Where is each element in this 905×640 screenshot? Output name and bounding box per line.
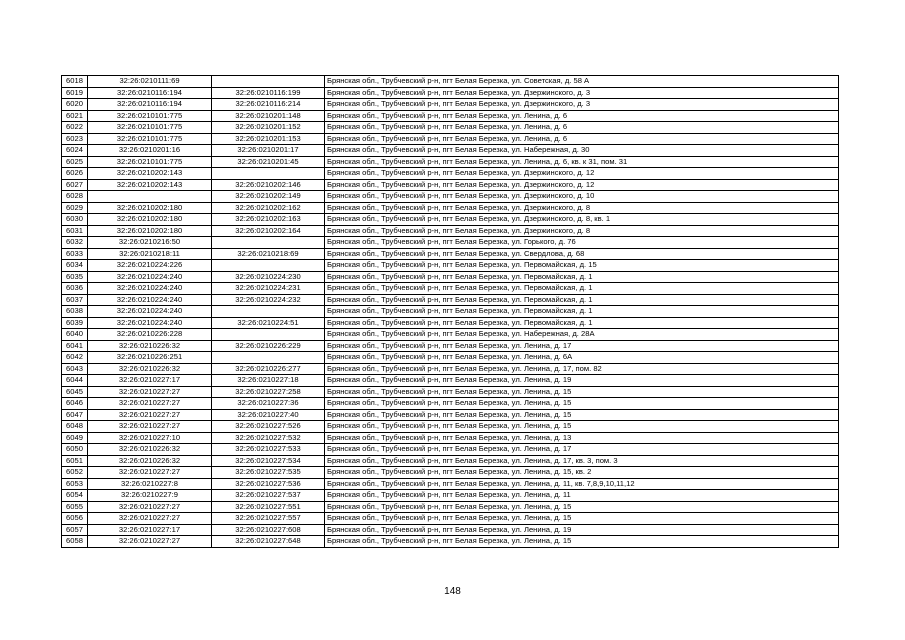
cadastral-number-cell: 32:26:0210224:240 (88, 306, 212, 318)
cadastral-number-cell: 32:26:0210101:775 (88, 133, 212, 145)
table-row (62, 248, 839, 260)
row-number-cell: 6048 (62, 421, 88, 433)
address-cell: Брянская обл., Трубчевский р-н, пгт Белая Березка, ул. Дзержинского, д. 3 (325, 87, 839, 99)
address-cell: Брянская обл., Трубчевский р-н, пгт Белая Березка, ул. Ленина, д. 19 (325, 524, 839, 536)
object-cadastral-number-cell: 32:26:0210201:152 (212, 122, 325, 134)
row-number-cell: 6052 (62, 467, 88, 479)
cadastral-number-cell: 32:26:0210224:240 (88, 294, 212, 306)
object-cadastral-number-cell: 32:26:0210201:45 (212, 156, 325, 168)
object-cadastral-number-cell: 32:26:0210227:40 (212, 409, 325, 421)
row-number-cell: 6037 (62, 294, 88, 306)
row-number-cell: 6034 (62, 260, 88, 272)
object-cadastral-number-cell (212, 260, 325, 272)
address-cell: Брянская обл., Трубчевский р-н, пгт Белая Березка, ул. Ленина, д. 15 (325, 421, 839, 433)
row-number-cell: 6046 (62, 398, 88, 410)
page-number: 148 (444, 586, 461, 597)
object-cadastral-number-cell (212, 306, 325, 318)
object-cadastral-number-cell (212, 329, 325, 341)
cadastral-number-cell: 32:26:0210216:50 (88, 237, 212, 249)
row-number-cell: 6031 (62, 225, 88, 237)
table-row (62, 501, 839, 513)
address-cell: Брянская обл., Трубчевский р-н, пгт Белая Березка, ул. Набережная, д. 28А (325, 329, 839, 341)
object-cadastral-number-cell (212, 237, 325, 249)
object-cadastral-number-cell: 32:26:0210227:608 (212, 524, 325, 536)
cadastral-number-cell: 32:26:0210224:240 (88, 283, 212, 295)
cadastral-number-cell: 32:26:0210227:10 (88, 432, 212, 444)
object-cadastral-number-cell: 32:26:0210202:149 (212, 191, 325, 203)
address-cell: Брянская обл., Трубчевский р-н, пгт Белая Березка, ул. Дзержинского, д. 8 (325, 225, 839, 237)
table-row (62, 87, 839, 99)
object-cadastral-number-cell (212, 352, 325, 364)
table-row (62, 271, 839, 283)
cadastral-number-cell: 32:26:0210224:240 (88, 271, 212, 283)
row-number-cell: 6020 (62, 99, 88, 111)
address-cell: Брянская обл., Трубчевский р-н, пгт Белая Березка, ул. Ленина, д. 15 (325, 536, 839, 548)
object-cadastral-number-cell: 32:26:0210201:148 (212, 110, 325, 122)
row-number-cell: 6057 (62, 524, 88, 536)
cadastral-number-cell: 32:26:0210227:27 (88, 467, 212, 479)
row-number-cell: 6032 (62, 237, 88, 249)
table-row (62, 398, 839, 410)
cadastral-number-cell: 32:26:0210116:194 (88, 99, 212, 111)
object-cadastral-number-cell: 32:26:0210227:536 (212, 478, 325, 490)
table-row (62, 352, 839, 364)
object-cadastral-number-cell: 32:26:0210227:36 (212, 398, 325, 410)
table-row (62, 467, 839, 479)
address-cell: Брянская обл., Трубчевский р-н, пгт Белая Березка, ул. Ленина, д. 17, кв. 3, пом. 3 (325, 455, 839, 467)
address-cell: Брянская обл., Трубчевский р-н, пгт Белая Березка, ул. Ленина, д. 6, кв. к 31, пом. 31 (325, 156, 839, 168)
object-cadastral-number-cell: 32:26:0210227:532 (212, 432, 325, 444)
row-number-cell: 6019 (62, 87, 88, 99)
table-row (62, 444, 839, 456)
row-number-cell: 6023 (62, 133, 88, 145)
row-number-cell: 6053 (62, 478, 88, 490)
object-cadastral-number-cell: 32:26:0210116:199 (212, 87, 325, 99)
cadastral-number-cell: 32:26:0210202:180 (88, 214, 212, 226)
cadastral-number-cell: 32:26:0210111:69 (88, 76, 212, 88)
address-cell: Брянская обл., Трубчевский р-н, пгт Белая Березка, ул. Ленина, д. 17, пом. 82 (325, 363, 839, 375)
address-cell: Брянская обл., Трубчевский р-н, пгт Белая Березка, ул. Ленина, д. 19 (325, 375, 839, 387)
table-row (62, 156, 839, 168)
cadastral-number-cell: 32:26:0210227:27 (88, 536, 212, 548)
table-row (62, 386, 839, 398)
row-number-cell: 6043 (62, 363, 88, 375)
table-row (62, 237, 839, 249)
row-number-cell: 6041 (62, 340, 88, 352)
object-cadastral-number-cell: 32:26:0210226:229 (212, 340, 325, 352)
address-cell: Брянская обл., Трубчевский р-н, пгт Белая Березка, ул. Ленина, д. 6А (325, 352, 839, 364)
address-cell: Брянская обл., Трубчевский р-н, пгт Белая Березка, ул. Ленина, д. 17 (325, 340, 839, 352)
table-row (62, 329, 839, 341)
table-row (62, 225, 839, 237)
address-cell: Брянская обл., Трубчевский р-н, пгт Белая Березка, ул. Ленина, д. 13 (325, 432, 839, 444)
object-cadastral-number-cell: 32:26:0210227:18 (212, 375, 325, 387)
cadastral-number-cell: 32:26:0210227:27 (88, 501, 212, 513)
address-cell: Брянская обл., Трубчевский р-н, пгт Белая Березка, ул. Первомайская, д. 1 (325, 283, 839, 295)
table-row (62, 513, 839, 525)
row-number-cell: 6049 (62, 432, 88, 444)
address-cell: Брянская обл., Трубчевский р-н, пгт Белая Березка, ул. Свердлова, д. 68 (325, 248, 839, 260)
cadastral-number-cell: 32:26:0210227:27 (88, 409, 212, 421)
address-cell: Брянская обл., Трубчевский р-н, пгт Белая Березка, ул. Дзержинского, д. 10 (325, 191, 839, 203)
cadastral-number-cell: 32:26:0210227:27 (88, 386, 212, 398)
row-number-cell: 6029 (62, 202, 88, 214)
table-row (62, 133, 839, 145)
address-cell: Брянская обл., Трубчевский р-н, пгт Белая Березка, ул. Советская, д. 58 А (325, 76, 839, 88)
address-cell: Брянская обл., Трубчевский р-н, пгт Белая Березка, ул. Горького, д. 76 (325, 237, 839, 249)
row-number-cell: 6047 (62, 409, 88, 421)
table-row (62, 110, 839, 122)
object-cadastral-number-cell: 32:26:0210227:648 (212, 536, 325, 548)
row-number-cell: 6021 (62, 110, 88, 122)
address-cell: Брянская обл., Трубчевский р-н, пгт Белая Березка, ул. Ленина, д. 6 (325, 122, 839, 134)
address-cell: Брянская обл., Трубчевский р-н, пгт Белая Березка, ул. Ленина, д. 11, кв. 7,8,9,10,11,12 (325, 478, 839, 490)
table-row (62, 76, 839, 88)
cadastral-number-cell: 32:26:0210227:27 (88, 398, 212, 410)
object-cadastral-number-cell: 32:26:0210227:535 (212, 467, 325, 479)
row-number-cell: 6039 (62, 317, 88, 329)
cadastral-number-cell: 32:26:0210202:143 (88, 168, 212, 180)
row-number-cell: 6038 (62, 306, 88, 318)
row-number-cell: 6033 (62, 248, 88, 260)
cadastral-number-cell: 32:26:0210224:240 (88, 317, 212, 329)
cadastral-number-cell: 32:26:0210226:32 (88, 444, 212, 456)
table-row (62, 283, 839, 295)
cadastral-number-cell: 32:26:0210226:32 (88, 455, 212, 467)
registry-table (61, 75, 839, 548)
object-cadastral-number-cell: 32:26:0210202:146 (212, 179, 325, 191)
address-cell: Брянская обл., Трубчевский р-н, пгт Белая Березка, ул. Ленина, д. 6 (325, 110, 839, 122)
object-cadastral-number-cell: 32:26:0210227:526 (212, 421, 325, 433)
object-cadastral-number-cell: 32:26:0210224:230 (212, 271, 325, 283)
object-cadastral-number-cell: 32:26:0210224:232 (212, 294, 325, 306)
object-cadastral-number-cell: 32:26:0210201:153 (212, 133, 325, 145)
address-cell: Брянская обл., Трубчевский р-н, пгт Белая Березка, ул. Ленина, д. 6 (325, 133, 839, 145)
address-cell: Брянская обл., Трубчевский р-н, пгт Белая Березка, ул. Первомайская, д. 1 (325, 317, 839, 329)
cadastral-number-cell: 32:26:0210218:11 (88, 248, 212, 260)
cadastral-number-cell: 32:26:0210224:226 (88, 260, 212, 272)
table-row (62, 191, 839, 203)
address-cell: Брянская обл., Трубчевский р-н, пгт Белая Березка, ул. Ленина, д. 11 (325, 490, 839, 502)
table-row (62, 455, 839, 467)
row-number-cell: 6055 (62, 501, 88, 513)
cadastral-number-cell: 32:26:0210226:251 (88, 352, 212, 364)
address-cell: Брянская обл., Трубчевский р-н, пгт Белая Березка, ул. Ленина, д. 15 (325, 386, 839, 398)
cadastral-number-cell: 32:26:0210227:27 (88, 513, 212, 525)
cadastral-number-cell: 32:26:0210116:194 (88, 87, 212, 99)
table-row (62, 409, 839, 421)
object-cadastral-number-cell: 32:26:0210226:277 (212, 363, 325, 375)
cadastral-number-cell (88, 191, 212, 203)
row-number-cell: 6028 (62, 191, 88, 203)
address-cell: Брянская обл., Трубчевский р-н, пгт Белая Березка, ул. Первомайская, д. 1 (325, 294, 839, 306)
row-number-cell: 6056 (62, 513, 88, 525)
table-row (62, 122, 839, 134)
address-cell: Брянская обл., Трубчевский р-н, пгт Белая Березка, ул. Ленина, д. 17 (325, 444, 839, 456)
address-cell: Брянская обл., Трубчевский р-н, пгт Белая Березка, ул. Первомайская, д. 15 (325, 260, 839, 272)
cadastral-number-cell: 32:26:0210227:17 (88, 524, 212, 536)
address-cell: Брянская обл., Трубчевский р-н, пгт Белая Березка, ул. Дзержинского, д. 3 (325, 99, 839, 111)
object-cadastral-number-cell: 32:26:0210218:69 (212, 248, 325, 260)
object-cadastral-number-cell: 32:26:0210227:258 (212, 386, 325, 398)
table-row (62, 202, 839, 214)
row-number-cell: 6054 (62, 490, 88, 502)
cadastral-number-cell: 32:26:0210226:228 (88, 329, 212, 341)
object-cadastral-number-cell: 32:26:0210227:533 (212, 444, 325, 456)
cadastral-number-cell: 32:26:0210101:775 (88, 156, 212, 168)
table-row (62, 421, 839, 433)
table-row (62, 363, 839, 375)
address-cell: Брянская обл., Трубчевский р-н, пгт Белая Березка, ул. Ленина, д. 15 (325, 513, 839, 525)
table-row (62, 168, 839, 180)
table-row (62, 340, 839, 352)
table-row (62, 478, 839, 490)
table-row (62, 145, 839, 157)
table-row (62, 524, 839, 536)
registry-table-body (62, 76, 839, 548)
row-number-cell: 6045 (62, 386, 88, 398)
table-row (62, 260, 839, 272)
cadastral-number-cell: 32:26:0210201:16 (88, 145, 212, 157)
row-number-cell: 6044 (62, 375, 88, 387)
object-cadastral-number-cell: 32:26:0210224:51 (212, 317, 325, 329)
object-cadastral-number-cell (212, 168, 325, 180)
address-cell: Брянская обл., Трубчевский р-н, пгт Белая Березка, ул. Ленина, д. 15 (325, 398, 839, 410)
address-cell: Брянская обл., Трубчевский р-н, пгт Белая Березка, ул. Ленина, д. 15 (325, 409, 839, 421)
object-cadastral-number-cell: 32:26:0210227:534 (212, 455, 325, 467)
object-cadastral-number-cell: 32:26:0210116:214 (212, 99, 325, 111)
address-cell: Брянская обл., Трубчевский р-н, пгт Белая Березка, ул. Ленина, д. 15 (325, 501, 839, 513)
cadastral-number-cell: 32:26:0210101:775 (88, 122, 212, 134)
table-row (62, 432, 839, 444)
address-cell: Брянская обл., Трубчевский р-н, пгт Белая Березка, ул. Первомайская, д. 1 (325, 306, 839, 318)
row-number-cell: 6022 (62, 122, 88, 134)
row-number-cell: 6024 (62, 145, 88, 157)
row-number-cell: 6027 (62, 179, 88, 191)
cadastral-number-cell: 32:26:0210202:143 (88, 179, 212, 191)
cadastral-number-cell: 32:26:0210226:32 (88, 363, 212, 375)
row-number-cell: 6035 (62, 271, 88, 283)
object-cadastral-number-cell: 32:26:0210227:551 (212, 501, 325, 513)
object-cadastral-number-cell: 32:26:0210227:537 (212, 490, 325, 502)
table-row (62, 317, 839, 329)
row-number-cell: 6040 (62, 329, 88, 341)
cadastral-number-cell: 32:26:0210227:9 (88, 490, 212, 502)
table-row (62, 214, 839, 226)
table-row (62, 294, 839, 306)
row-number-cell: 6018 (62, 76, 88, 88)
object-cadastral-number-cell: 32:26:0210201:17 (212, 145, 325, 157)
cadastral-number-cell: 32:26:0210227:8 (88, 478, 212, 490)
address-cell: Брянская обл., Трубчевский р-н, пгт Белая Березка, ул. Дзержинского, д. 12 (325, 179, 839, 191)
row-number-cell: 6025 (62, 156, 88, 168)
table-row (62, 490, 839, 502)
address-cell: Брянская обл., Трубчевский р-н, пгт Белая Березка, ул. Ленина, д. 15, кв. 2 (325, 467, 839, 479)
row-number-cell: 6058 (62, 536, 88, 548)
cadastral-number-cell: 32:26:0210226:32 (88, 340, 212, 352)
cadastral-number-cell: 32:26:0210202:180 (88, 202, 212, 214)
object-cadastral-number-cell: 32:26:0210202:164 (212, 225, 325, 237)
row-number-cell: 6026 (62, 168, 88, 180)
row-number-cell: 6030 (62, 214, 88, 226)
table-row (62, 99, 839, 111)
row-number-cell: 6051 (62, 455, 88, 467)
table-row (62, 536, 839, 548)
object-cadastral-number-cell: 32:26:0210224:231 (212, 283, 325, 295)
object-cadastral-number-cell: 32:26:0210202:162 (212, 202, 325, 214)
address-cell: Брянская обл., Трубчевский р-н, пгт Белая Березка, ул. Набережная, д. 30 (325, 145, 839, 157)
address-cell: Брянская обл., Трубчевский р-н, пгт Белая Березка, ул. Дзержинского, д. 8, кв. 1 (325, 214, 839, 226)
table-row (62, 375, 839, 387)
cadastral-number-cell: 32:26:0210227:27 (88, 421, 212, 433)
address-cell: Брянская обл., Трубчевский р-н, пгт Белая Березка, ул. Дзержинского, д. 12 (325, 168, 839, 180)
object-cadastral-number-cell (212, 76, 325, 88)
row-number-cell: 6036 (62, 283, 88, 295)
table-row (62, 179, 839, 191)
cadastral-number-cell: 32:26:0210227:17 (88, 375, 212, 387)
row-number-cell: 6050 (62, 444, 88, 456)
address-cell: Брянская обл., Трубчевский р-н, пгт Белая Березка, ул. Дзержинского, д. 8 (325, 202, 839, 214)
cadastral-number-cell: 32:26:0210202:180 (88, 225, 212, 237)
cadastral-number-cell: 32:26:0210101:775 (88, 110, 212, 122)
address-cell: Брянская обл., Трубчевский р-н, пгт Белая Березка, ул. Первомайская, д. 1 (325, 271, 839, 283)
table-row (62, 306, 839, 318)
object-cadastral-number-cell: 32:26:0210202:163 (212, 214, 325, 226)
row-number-cell: 6042 (62, 352, 88, 364)
object-cadastral-number-cell: 32:26:0210227:557 (212, 513, 325, 525)
